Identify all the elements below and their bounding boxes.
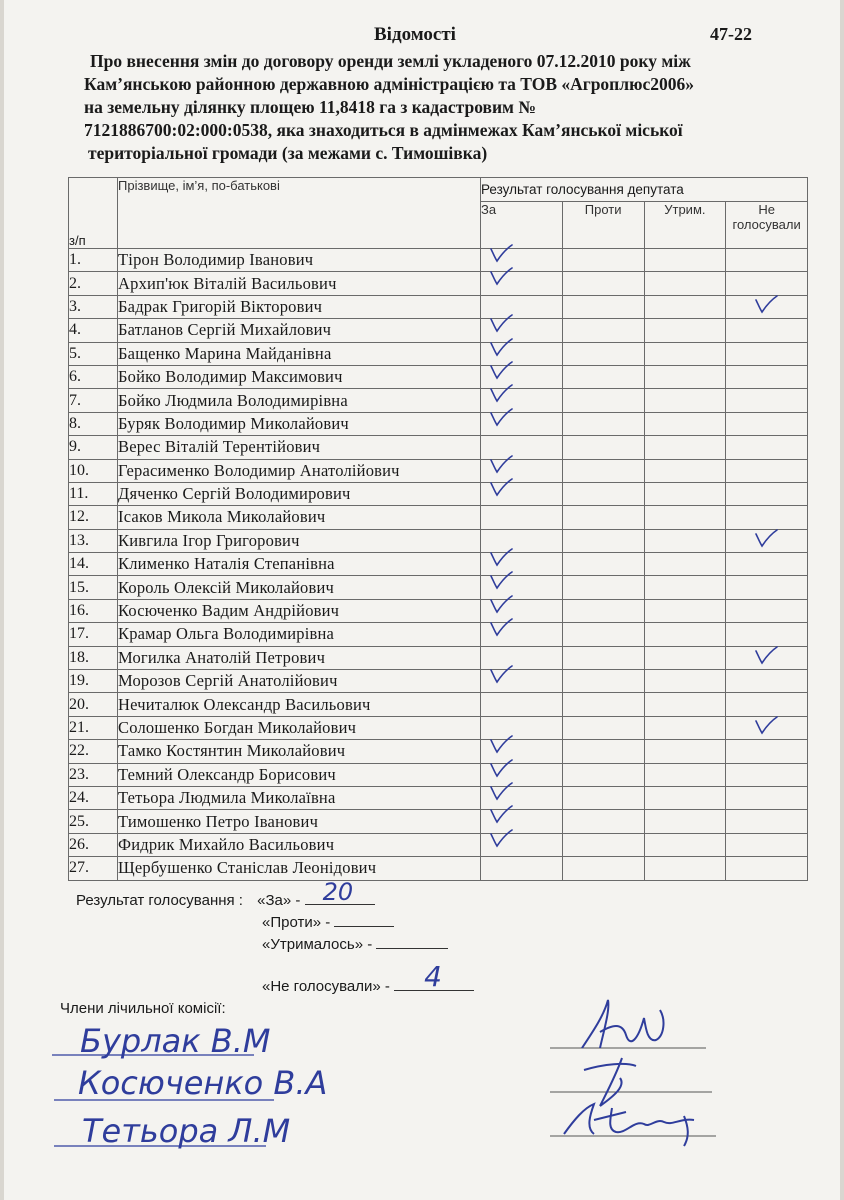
column-header-proty: Проти xyxy=(562,202,644,249)
row-number: 9. xyxy=(69,436,118,459)
deputy-name: Клименко Наталія Степанівна xyxy=(118,553,481,576)
subject-line: 7121886700:02:000:0538, яка знаходиться в адмінмежах Кам’янської міської xyxy=(84,120,683,140)
results-utrym-label: «Утрималось» - xyxy=(262,936,373,953)
deputy-name: Солошенко Богдан Миколайович xyxy=(118,716,481,739)
deputy-name: Тетьора Людмила Миколаївна xyxy=(118,786,481,809)
deputy-name: Буряк Володимир Миколайович xyxy=(118,412,481,435)
row-number: 10. xyxy=(69,459,118,482)
deputy-name: Архип'юк Віталій Васильович xyxy=(118,272,481,295)
column-header-za: За xyxy=(481,202,563,249)
results-label: Результат голосування : xyxy=(76,892,243,909)
deputy-name: Бащенко Марина Майданівна xyxy=(118,342,481,365)
row-number: 18. xyxy=(69,646,118,669)
deputy-name: Бойко Володимир Максимович xyxy=(118,365,481,388)
document-title: Відомості xyxy=(374,24,456,45)
column-header-ne-line2: голосували xyxy=(732,217,801,232)
row-number: 15. xyxy=(69,576,118,599)
results-ne-label: «Не голосували» - xyxy=(262,978,390,995)
column-header-ne-line1: Не xyxy=(758,202,775,217)
deputy-name: Батланов Сергій Михайлович xyxy=(118,319,481,342)
deputy-name: Могилка Анатолій Петрович xyxy=(118,646,481,669)
subject-line: Кам’янською районною державною адміністрацією та ТОВ «Агроплюс2006» xyxy=(84,74,694,94)
row-number: 26. xyxy=(69,833,118,856)
commission-member-1 xyxy=(52,1022,271,1060)
deputy-name: Дяченко Сергій Володимирович xyxy=(118,482,481,505)
results-ne-value: 4 xyxy=(424,960,442,993)
deputy-name: Темний Олександр Борисович xyxy=(118,763,481,786)
row-number: 25. xyxy=(69,810,118,833)
column-header-name: Прізвище, ім’я, по-батькові xyxy=(118,178,481,249)
column-header-result: Результат голосування депутата xyxy=(481,178,808,202)
subject-line: Про внесення змін до договору оренди землі укладеного 07.12.2010 року між xyxy=(90,51,691,71)
deputy-name: Король Олексій Миколайович xyxy=(118,576,481,599)
row-number: 22. xyxy=(69,740,118,763)
row-number: 23. xyxy=(69,763,118,786)
row-number: 4. xyxy=(69,319,118,342)
row-number: 1. xyxy=(69,249,118,272)
deputy-name: Морозов Сергій Анатолійович xyxy=(118,670,481,693)
commission-member-name: Косюченко В.А xyxy=(78,1064,328,1102)
deputy-name: Бадрак Григорій Вікторович xyxy=(118,295,481,318)
commission-member-name: Бурлак В.М xyxy=(80,1022,271,1060)
row-number: 3. xyxy=(69,295,118,318)
deputy-name: Кивгила Ігор Григорович xyxy=(118,529,481,552)
row-number: 19. xyxy=(69,670,118,693)
deputy-name: Ісаков Микола Миколайович xyxy=(118,506,481,529)
results-za-value: 20 xyxy=(322,878,354,906)
row-number: 2. xyxy=(69,272,118,295)
signature-1 xyxy=(582,1000,663,1048)
commission-member-3 xyxy=(54,1112,290,1150)
commission-member-name: Тетьора Л.М xyxy=(82,1112,291,1150)
subject-line: на земельну ділянку площею 11,8418 га з кадастровим № xyxy=(84,97,536,117)
commission-signatures xyxy=(4,0,840,1200)
deputy-name: Верес Віталій Терентійович xyxy=(118,436,481,459)
deputy-name: Фидрик Михайло Васильович xyxy=(118,833,481,856)
counting-commission-label: Члени лічильної комісії: xyxy=(60,1000,226,1017)
row-number: 5. xyxy=(69,342,118,365)
document-number: 47-22 xyxy=(710,24,752,44)
deputy-name: Щербушенко Станіслав Леонідович xyxy=(118,857,481,880)
deputy-name: Нечиталюк Олександр Васильович xyxy=(118,693,481,716)
deputy-name: Тірон Володимир Іванович xyxy=(118,249,481,272)
row-number: 8. xyxy=(69,412,118,435)
row-number: 14. xyxy=(69,553,118,576)
row-number: 13. xyxy=(69,529,118,552)
document-sheet xyxy=(4,0,840,1200)
row-number: 27. xyxy=(69,857,118,880)
deputy-name: Тимошенко Петро Іванович xyxy=(118,810,481,833)
commission-member-2 xyxy=(54,1064,327,1102)
row-number: 20. xyxy=(69,693,118,716)
deputy-name: Тамко Костянтин Миколайович xyxy=(118,740,481,763)
column-header-utrym: Утрим. xyxy=(644,202,726,249)
signature-3 xyxy=(564,1104,694,1146)
deputy-name: Бойко Людмила Володимирівна xyxy=(118,389,481,412)
row-number: 7. xyxy=(69,389,118,412)
row-number: 24. xyxy=(69,786,118,809)
row-number: 12. xyxy=(69,506,118,529)
results-proty-label: «Проти» - xyxy=(262,914,331,931)
deputy-name: Герасименко Володимир Анатолійович xyxy=(118,459,481,482)
signature-2 xyxy=(584,1058,636,1106)
row-number: 11. xyxy=(69,482,118,505)
results-za-label: «За» - xyxy=(257,892,301,909)
row-number: 17. xyxy=(69,623,118,646)
subject-line: територіальної громади (за межами с. Тимошівка) xyxy=(88,143,488,163)
deputy-name: Косюченко Вадим Андрійович xyxy=(118,599,481,622)
row-number: 16. xyxy=(69,599,118,622)
deputy-name: Крамар Ольга Володимирівна xyxy=(118,623,481,646)
row-number: 6. xyxy=(69,365,118,388)
column-header-number: з/п xyxy=(69,178,118,249)
row-number: 21. xyxy=(69,716,118,739)
